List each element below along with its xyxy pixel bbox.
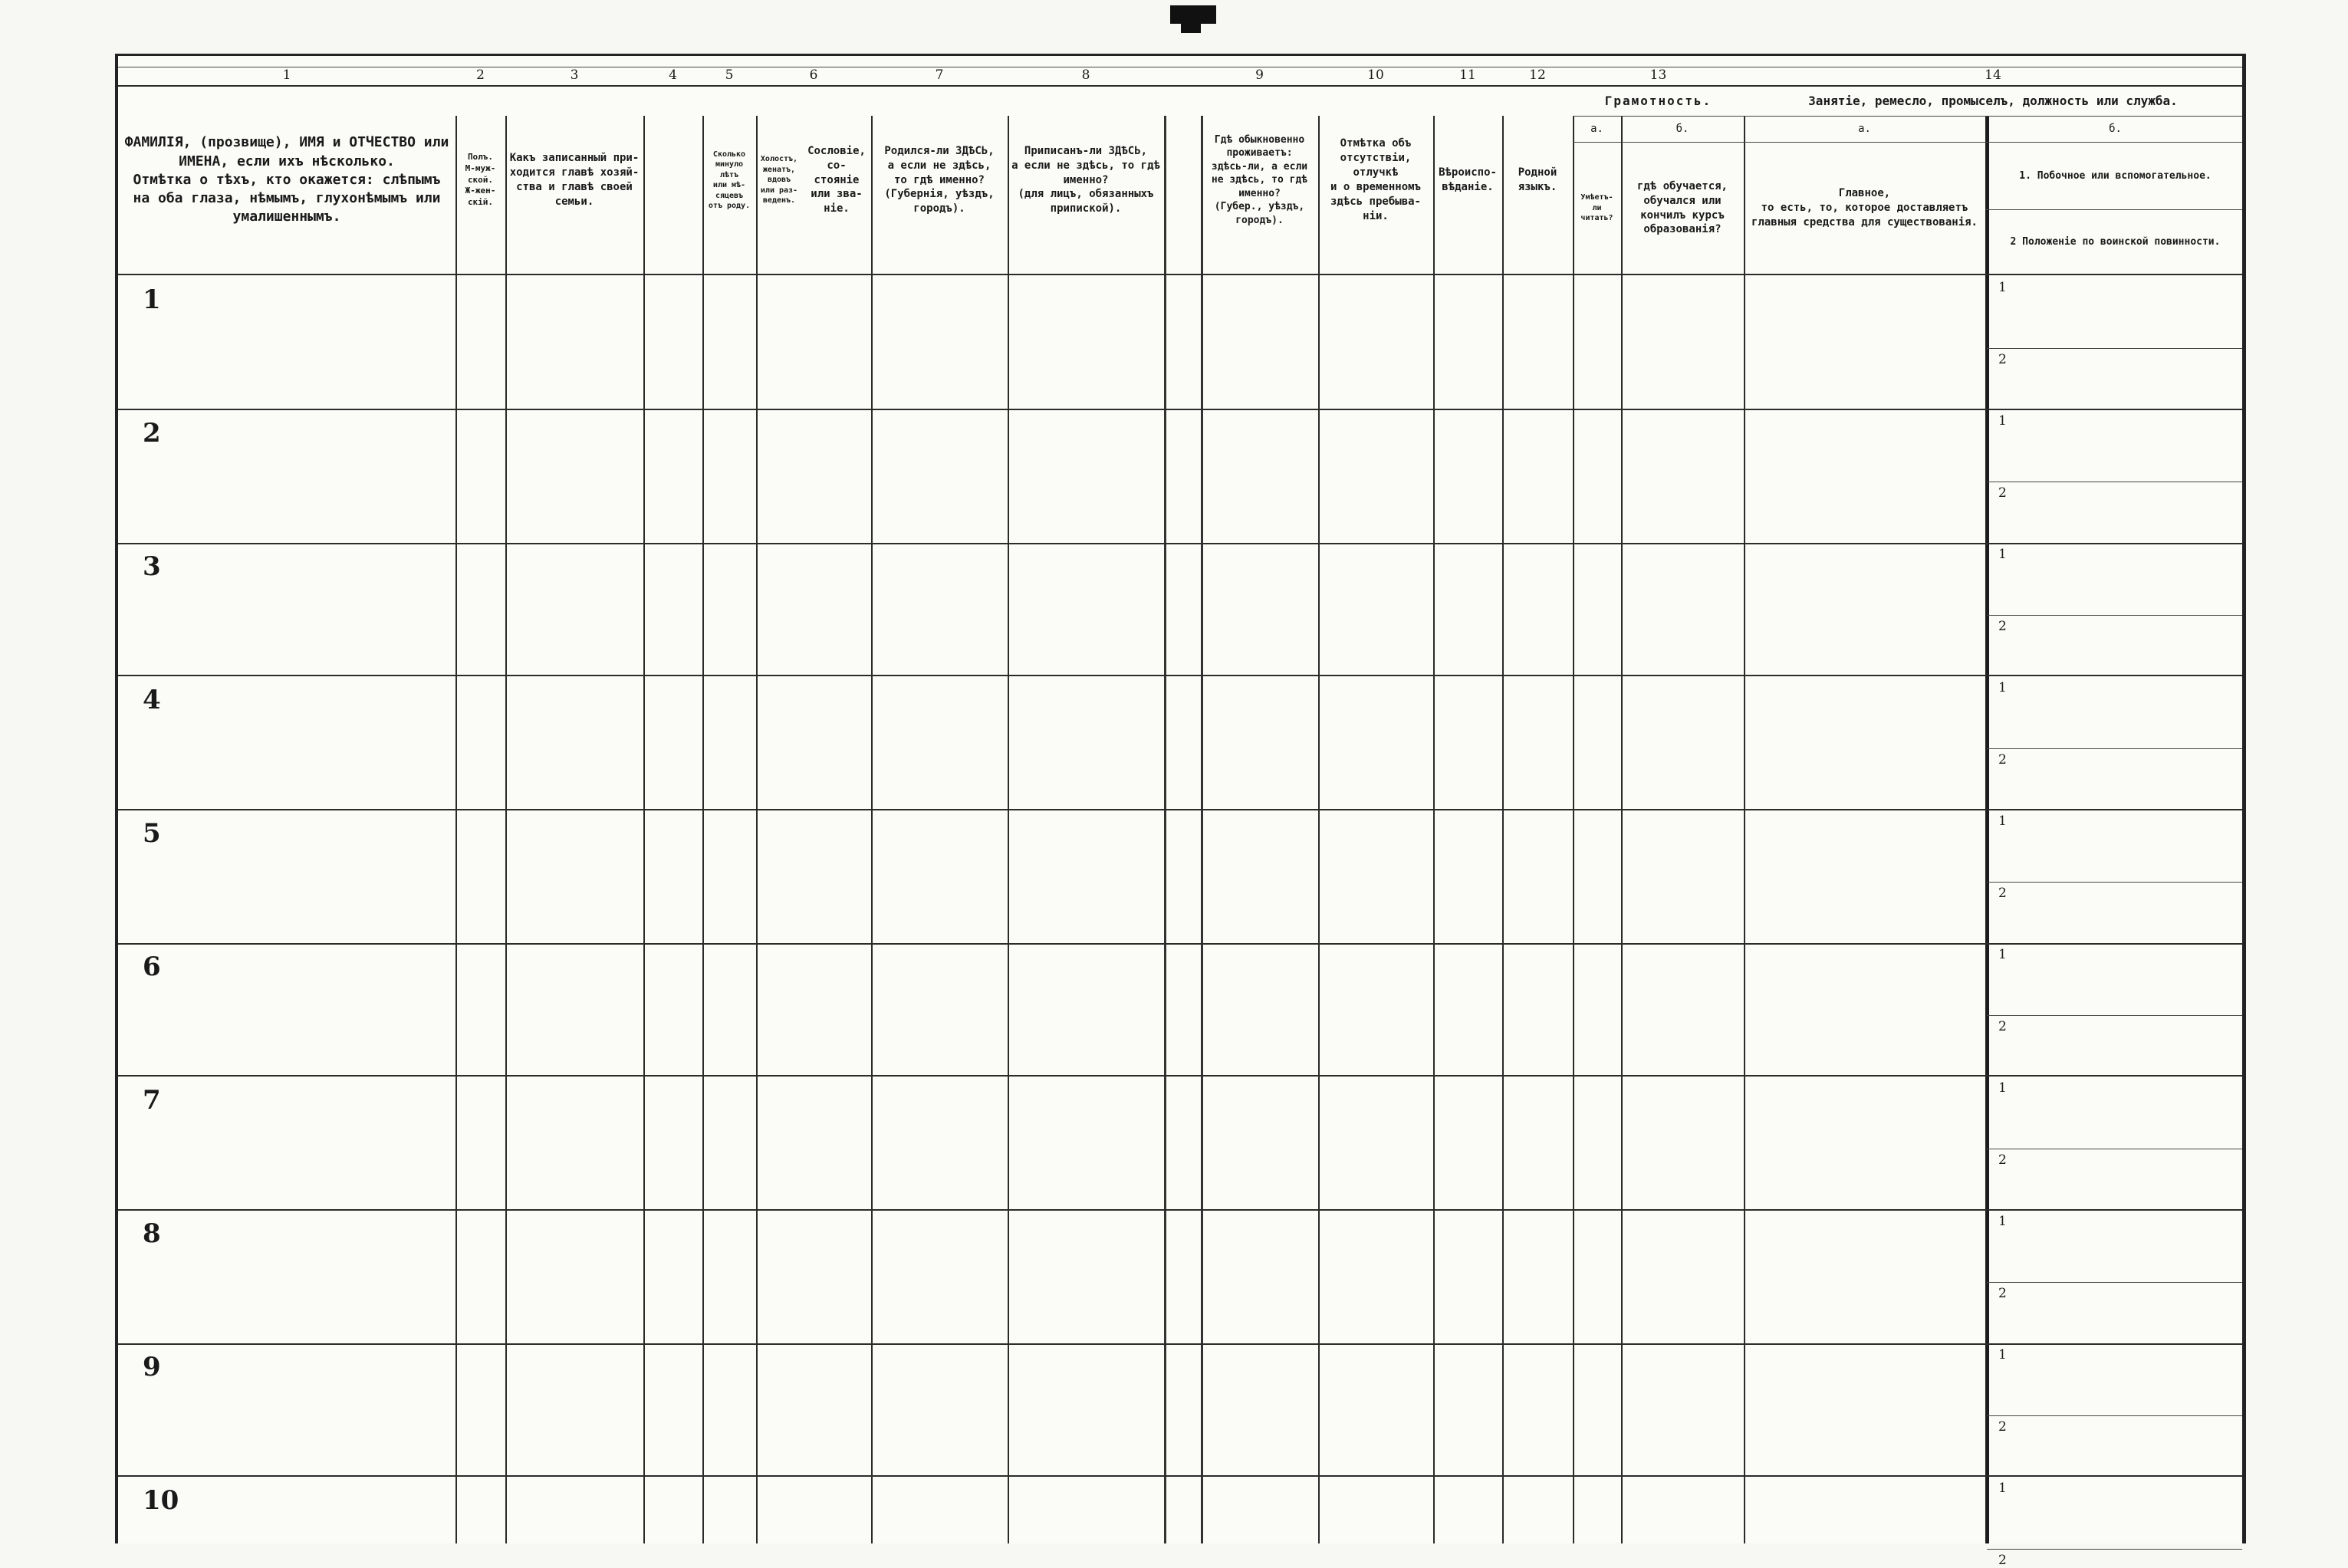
column-number: 8: [1081, 67, 1090, 83]
row-number: 6: [143, 952, 161, 982]
row-subline-divider: [1987, 615, 2242, 616]
row-subline-divider: [1987, 1415, 2242, 1416]
row-subline-1-label: 1: [1998, 1080, 2007, 1096]
column-divider: [455, 116, 457, 1543]
row-subline-1-label: 1: [1998, 1214, 2007, 1229]
row-subline-divider: [1987, 1282, 2242, 1283]
row-separator: [118, 409, 2242, 410]
column-number: 6: [809, 67, 818, 83]
header-estate: Сословіе, со- стояніе или зва- ніе.: [807, 144, 866, 215]
column-number: 12: [1529, 67, 1546, 83]
row-separator: [118, 1343, 2242, 1345]
row-subline-divider: [1987, 1549, 2242, 1550]
row-subline-divider: [1987, 882, 2242, 883]
row-subline-2-label: 2: [1998, 1419, 2007, 1435]
column-number: 3: [570, 67, 579, 83]
row-number: 9: [143, 1352, 161, 1382]
row-separator: [118, 675, 2242, 676]
header-full-name: ФАМИЛІЯ, (прозвище), ИМЯ и ОТЧЕСТВО или ИМЕНА, если ихъ нѣсколько. Отмѣтка о тѣхъ, кто окажется: слѣпымъ на оба глаза, нѣмымъ, глухонѣмымъ или умалишеннымъ.: [124, 134, 449, 225]
binding-mark: [1170, 5, 1216, 24]
row-subline-1-label: 1: [1998, 947, 2007, 962]
row-number: 10: [143, 1485, 179, 1516]
column-divider: [1502, 116, 1504, 1543]
row-separator: [118, 1475, 2242, 1477]
column-number: 2: [476, 67, 485, 83]
column-number: 11: [1459, 67, 1476, 83]
row-subline-2-label: 2: [1998, 1553, 2007, 1568]
header-occupation-title: Занятіе, ремесло, промыселъ, должность или служба.: [1808, 94, 2178, 109]
column-divider: [871, 116, 873, 1543]
column-number: 14: [1985, 67, 2001, 83]
header-secondary-occupation: 1. Побочное или вспомогательное.: [2019, 169, 2212, 182]
column-divider: [643, 116, 645, 1543]
column-number: 5: [725, 67, 734, 83]
column-divider: [702, 116, 704, 1543]
column-number: 4: [669, 67, 677, 83]
header-can-read: Умѣетъ- ли читать?: [1580, 193, 1613, 223]
column-number: 9: [1255, 67, 1264, 83]
page-fold-left: [1164, 116, 1166, 1543]
row-separator: [118, 943, 2242, 945]
column-number: 10: [1367, 67, 1384, 83]
header-bottom-line: [118, 274, 2242, 275]
header-birthplace: Родился-ли ЗДѢСЬ, а если не здѣсь, то гдѣ именно? (Губернія, уѣздъ, городъ).: [884, 144, 995, 215]
column-number: 1: [282, 67, 291, 83]
row-subline-2-label: 2: [1998, 886, 2007, 901]
column-divider: [1008, 116, 1009, 1543]
row-number: 7: [143, 1085, 161, 1116]
header-religion: Вѣроиспо- вѣданіе.: [1439, 166, 1497, 193]
header-main-occupation: Главное, то есть, то, которое доставляетъ главныя средства для существованія.: [1751, 187, 1978, 228]
row-subline-1-label: 1: [1998, 280, 2007, 295]
row-subline-2-label: 2: [1998, 752, 2007, 768]
row-number: 4: [143, 685, 161, 715]
row-subline-1-label: 1: [1998, 1347, 2007, 1363]
row-subline-2-label: 2: [1998, 1152, 2007, 1168]
header-marital-status: Холостъ, женатъ, вдовъ или раз- веденъ.: [760, 155, 798, 205]
header-military-status: 2 Положеніе по воинской повинности.: [2010, 235, 2221, 248]
header-education: гдѣ обучается, обучался или кончилъ курсъ образованія?: [1636, 179, 1728, 236]
header-registration: Приписанъ-ли ЗДѢСЬ, а если не здѣсь, то гдѣ именно? (для лицъ, обязанныхъ припиской).: [1011, 144, 1160, 215]
row-subline-1-label: 1: [1998, 680, 2007, 695]
binding-mark-tip: [1181, 22, 1201, 33]
header-literacy-b-letter: б.: [1675, 123, 1689, 136]
row-subline-2-label: 2: [1998, 1019, 2007, 1034]
row-subline-1-label: 1: [1998, 413, 2007, 429]
row-subline-1-label: 1: [1998, 814, 2007, 829]
header-native-language: Родной языкъ.: [1518, 166, 1557, 193]
row-number: 5: [143, 818, 161, 849]
row-subline-2-label: 2: [1998, 352, 2007, 367]
row-separator: [118, 809, 2242, 810]
census-form-sheet: [115, 54, 2246, 1568]
row-number: 8: [143, 1218, 161, 1249]
row-subline-divider: [1987, 748, 2242, 749]
column-number: 7: [935, 67, 944, 83]
row-separator: [118, 543, 2242, 544]
header-age: Сколько минуло лѣтъ или мѣ- сяцевъ отъ роду.: [708, 150, 751, 210]
column-divider: [1433, 116, 1435, 1543]
row-subline-divider: [1987, 1015, 2242, 1016]
row-separator: [118, 1075, 2242, 1077]
row-subline-1-label: 1: [1998, 1481, 2007, 1496]
column-divider: [756, 116, 758, 1543]
row-subline-1-label: 1: [1998, 547, 2007, 562]
header-literacy-a-letter: а.: [1590, 123, 1603, 136]
header-literacy-title: Грамотность.: [1604, 94, 1712, 109]
column-divider: [505, 116, 507, 1543]
column-number: 13: [1649, 67, 1667, 83]
header-absence: Отмѣтка объ отсутствіи, отлучкѣ и о временномъ здѣсь пребыва- ніи.: [1330, 137, 1421, 222]
page-fold-right: [1201, 116, 1203, 1543]
column-divider: [1621, 116, 1623, 1543]
row-number: 1: [143, 284, 161, 315]
row-separator: [118, 1209, 2242, 1211]
column-divider: [1318, 116, 1320, 1543]
header-residence: Гдѣ обыкновенно проживаетъ: здѣсь-ли, а если не здѣсь, то гдѣ именно? (Губер., уѣздъ, городъ).: [1211, 133, 1308, 226]
header-occupation-a-letter: а.: [1858, 123, 1871, 136]
header-sex: Полъ. М-муж- ской. Ж-жен- скій.: [465, 151, 496, 208]
header-occupation-b-letter: б.: [2109, 123, 2122, 136]
column-divider: [1744, 116, 1745, 1543]
row-subline-2-label: 2: [1998, 619, 2007, 634]
row-subline-2-label: 2: [1998, 1286, 2007, 1301]
header-relation: Какъ записанный при- ходится главѣ хозяй- ства и главѣ своей семьи.: [509, 152, 640, 208]
row-number: 3: [143, 551, 161, 582]
column-divider: [1573, 116, 1574, 1543]
column-divider: [1985, 116, 1989, 1543]
row-number: 2: [143, 418, 161, 449]
row-subline-2-label: 2: [1998, 485, 2007, 501]
row-subline-divider: [1987, 348, 2242, 349]
